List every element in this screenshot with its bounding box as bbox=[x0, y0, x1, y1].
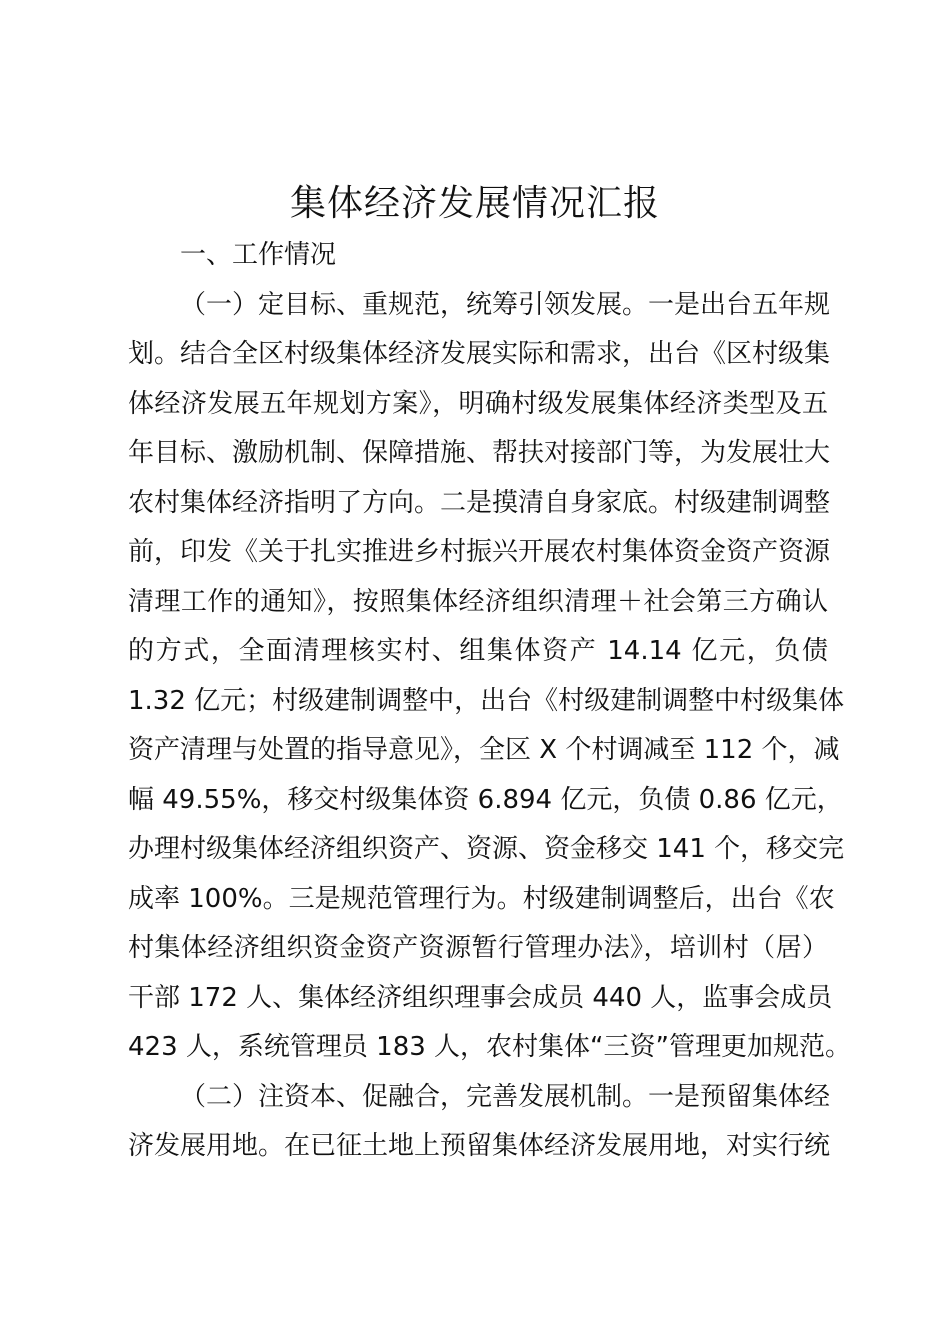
paragraph-line: 年目标、激励机制、保障措施、帮扶对接部门等，为发展壮大 bbox=[128, 438, 831, 468]
paragraph-line: （一）定目标、重规范，统筹引领发展。一是出台五年规 bbox=[180, 290, 831, 320]
paragraph-line: 423 人，系统管理员 183 人，农村集体“三资”管理更加规范。 bbox=[128, 1032, 851, 1062]
paragraph-line: 前，印发《关于扎实推进乡村振兴开展农村集体资金资产资源 bbox=[128, 537, 831, 567]
paragraph-line: 体经济发展五年规划方案》，明确村级发展集体经济类型及五 bbox=[128, 389, 828, 419]
paragraph-line: 成率 100%。三是规范管理行为。村级建制调整后，出台《农 bbox=[128, 884, 835, 914]
paragraph-line: 农村集体经济指明了方向。二是摸清自身家底。村级建制调整 bbox=[128, 488, 831, 518]
paragraph-line: 办理村级集体经济组织资产、资源、资金移交 141 个，移交完 bbox=[128, 834, 845, 864]
paragraph-line: 1.32 亿元；村级建制调整中，出台《村级建制调整中村级集体 bbox=[128, 686, 845, 716]
paragraph-line: 幅 49.55%，移交村级集体资 6.894 亿元，负债 0.86 亿元， bbox=[128, 785, 843, 815]
document-title: 集体经济发展情况汇报 bbox=[289, 183, 660, 224]
paragraph-line: 清理工作的通知》，按照集体经济组织清理＋社会第三方确认 bbox=[128, 587, 828, 617]
section-heading: 一、工作情况 bbox=[180, 240, 337, 270]
paragraph-line: 资产清理与处置的指导意见》，全区 X 个村调减至 112 个，减 bbox=[128, 735, 840, 765]
paragraph-line: 干部 172 人、集体经济组织理事会成员 440 人，监事会成员 bbox=[128, 983, 833, 1013]
paragraph-line: 的方式，全面清理核实村、组集体资产 14.14 亿元，负债 bbox=[128, 636, 828, 666]
paragraph-line: 村集体经济组织资金资产资源暂行管理办法》，培训村（居） bbox=[128, 933, 828, 963]
paragraph-line: （二）注资本、促融合，完善发展机制。一是预留集体经 bbox=[180, 1082, 831, 1112]
paragraph-line: 划。结合全区村级集体经济发展实际和需求，出台《区村级集 bbox=[128, 339, 831, 369]
paragraph-line: 济发展用地。在已征土地上预留集体经济发展用地，对实行统 bbox=[128, 1131, 831, 1161]
